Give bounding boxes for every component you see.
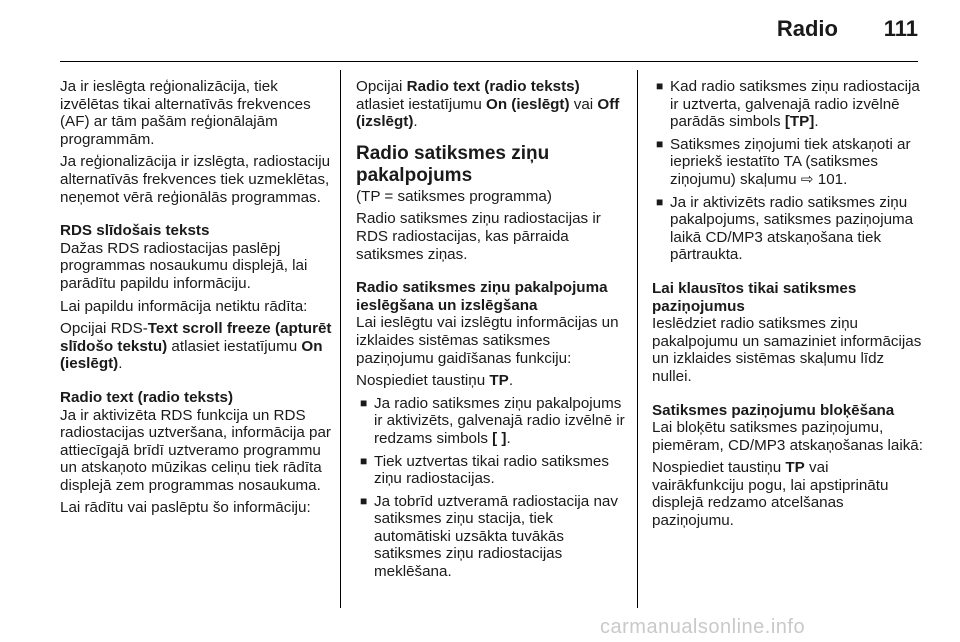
bullet-icon: ■ xyxy=(656,79,664,93)
watermark: carmanualsonline.info xyxy=(600,616,806,638)
header-divider xyxy=(60,61,918,62)
option-off: Off (izslēgt) xyxy=(356,95,620,131)
paragraph-scroll-freeze: Opcijai RDS-Text scroll freeze (apturēt slīdošo tekstu) atlasiet iestatījumu On (ieslēgt). xyxy=(60,320,332,373)
column-2 xyxy=(356,78,628,586)
paragraph-show-hide: Lai rādītu vai paslēptu šo informāciju: xyxy=(60,499,311,517)
column-divider-2 xyxy=(637,70,638,608)
symbol-tp: [TP] xyxy=(784,113,815,131)
paragraph-regional-off: Ja reģionalizācija ir izslēgta, radiostaciju alternatīvās frekvences tiek uzmeklētas, neņemot vērā reģionālās programmas. xyxy=(60,153,331,206)
paragraph-radio-text-option: Opcijai Radio text (radio teksts) atlasiet iestatījumu On (ieslēgt) vai Off (izslēgt). xyxy=(356,78,620,131)
tp-key-label: TP xyxy=(489,372,509,390)
heading-block-announcements: Satiksmes paziņojumu bloķēšana xyxy=(652,401,895,419)
list-item: ■ Ja radio satiksmes ziņu pakalpojums ir aktivizēts, galvenajā radio izvēlnē ir redzams simbols [ ]. xyxy=(360,394,625,447)
list-item: ■ Ja ir aktivizēts radio satiksmes ziņu pakalpojums, satiksmes paziņojuma laikā CD/MP3 atskaņošana tiek pārtraukta. xyxy=(656,193,914,264)
heading-radio-text: Radio text (radio teksts) xyxy=(60,388,234,406)
bullet-icon: ■ xyxy=(360,395,368,410)
paragraph-af-regional: Ja ir ieslēgta reģionalizācija, tiek izvēlētas tikai alternatīvās frekvences (AF) ar tām pašām reģionālajām programmām. xyxy=(60,78,311,148)
paragraph-rds-hide: Dažas RDS radiostacijas paslēpj programmas nosaukumu displejā, lai parādītu papildu informāciju. xyxy=(60,239,308,292)
list-item: ■ Satiksmes ziņojumi tiek atskaņoti ar iepriekš iestatīto TA (satiksmes ziņojumu) skaļumu ⇨ 101. xyxy=(656,135,911,188)
symbol-brackets: [ ] xyxy=(492,429,507,447)
paragraph-radio-text-info: Ja ir aktivizēta RDS funkcija un RDS radiostacijas uztveršana, informācija par attiecīgajā brīdī uztveramo programmu un atskaņoto mūzikas celiņu tiek rādīta displejā zem programmas nosaukuma. xyxy=(60,406,331,494)
bullet-icon: ■ xyxy=(656,194,664,209)
list-item: ■ Kad radio satiksmes ziņu radiostacija ir uztverta, galvenajā radio izvēlnē parādās simbols [TP]. xyxy=(656,78,920,131)
option-text-scroll-freeze: Text scroll freeze (apturēt slīdošo tekstu) xyxy=(60,320,332,355)
paragraph-tp-stations: Radio satiksmes ziņu radiostacijas ir RDS radiostacijas, kas pārraida satiksmes ziņas. xyxy=(356,210,601,263)
paragraph-block: Lai bloķētu satiksmes paziņojumu, piemēram, CD/MP3 atskaņošanas laikā: xyxy=(652,419,923,454)
page-header xyxy=(60,16,918,46)
bullet-icon: ■ xyxy=(656,136,664,151)
page-title: Radio xyxy=(776,16,838,41)
list-item: ■ Ja tobrīd uztveramā radiostacija nav satiksmes ziņu stacija, tiek automātiski uzsākta tuvākās satiksmes ziņu radiostacijas meklēšana. xyxy=(360,492,618,581)
heading-rds-scroll: RDS slīdošais teksts xyxy=(60,222,210,240)
heading-listen-only: Lai klausītos tikai satiksmes paziņojumus xyxy=(652,279,857,315)
option-on: On (ieslēgt) xyxy=(486,95,570,113)
bullet-icon: ■ xyxy=(360,453,368,468)
list-item: ■ Tiek uztvertas tikai radio satiksmes ziņu radiostacijas. xyxy=(360,452,609,488)
heading-traffic-on-off: Radio satiksmes ziņu pakalpojuma ieslēgšana un izslēgšana xyxy=(356,279,608,314)
option-on: On (ieslēgt) xyxy=(60,337,323,373)
option-radio-text: Radio text (radio teksts) xyxy=(406,78,580,95)
section-heading-traffic-service: Radio satiksmes ziņu pakalpojums xyxy=(356,142,550,186)
paragraph-toggle-standby: Lai ieslēgtu vai izslēgtu informācijas un izklaides sistēmas satiksmes paziņojumu gaidīšanas funkciju: xyxy=(356,314,619,367)
page-number: 111 xyxy=(883,16,918,41)
paragraph-press-tp-cancel: Nospiediet taustiņu TP vai vairākfunkciju pogu, lai apstiprinātu displejā redzamo atcelšanas paziņojumu. xyxy=(652,459,889,530)
column-1 xyxy=(60,78,332,522)
paragraph-not-shown: Lai papildu informācija netiktu rādīta: xyxy=(60,297,308,315)
paragraph-listen-only: Ieslēdziet radio satiksmes ziņu pakalpojumu un samaziniet informācijas un izklaides sistēmas skaļumu līdz nullei. xyxy=(652,315,922,385)
paragraph-tp-definition: (TP = satiksmes programma) xyxy=(356,187,552,205)
paragraph-press-tp: Nospiediet taustiņu TP. xyxy=(356,372,514,390)
tp-key-label: TP xyxy=(785,459,805,477)
column-divider-1 xyxy=(340,70,341,608)
bullet-icon: ■ xyxy=(360,493,368,508)
column-3 xyxy=(652,78,924,535)
